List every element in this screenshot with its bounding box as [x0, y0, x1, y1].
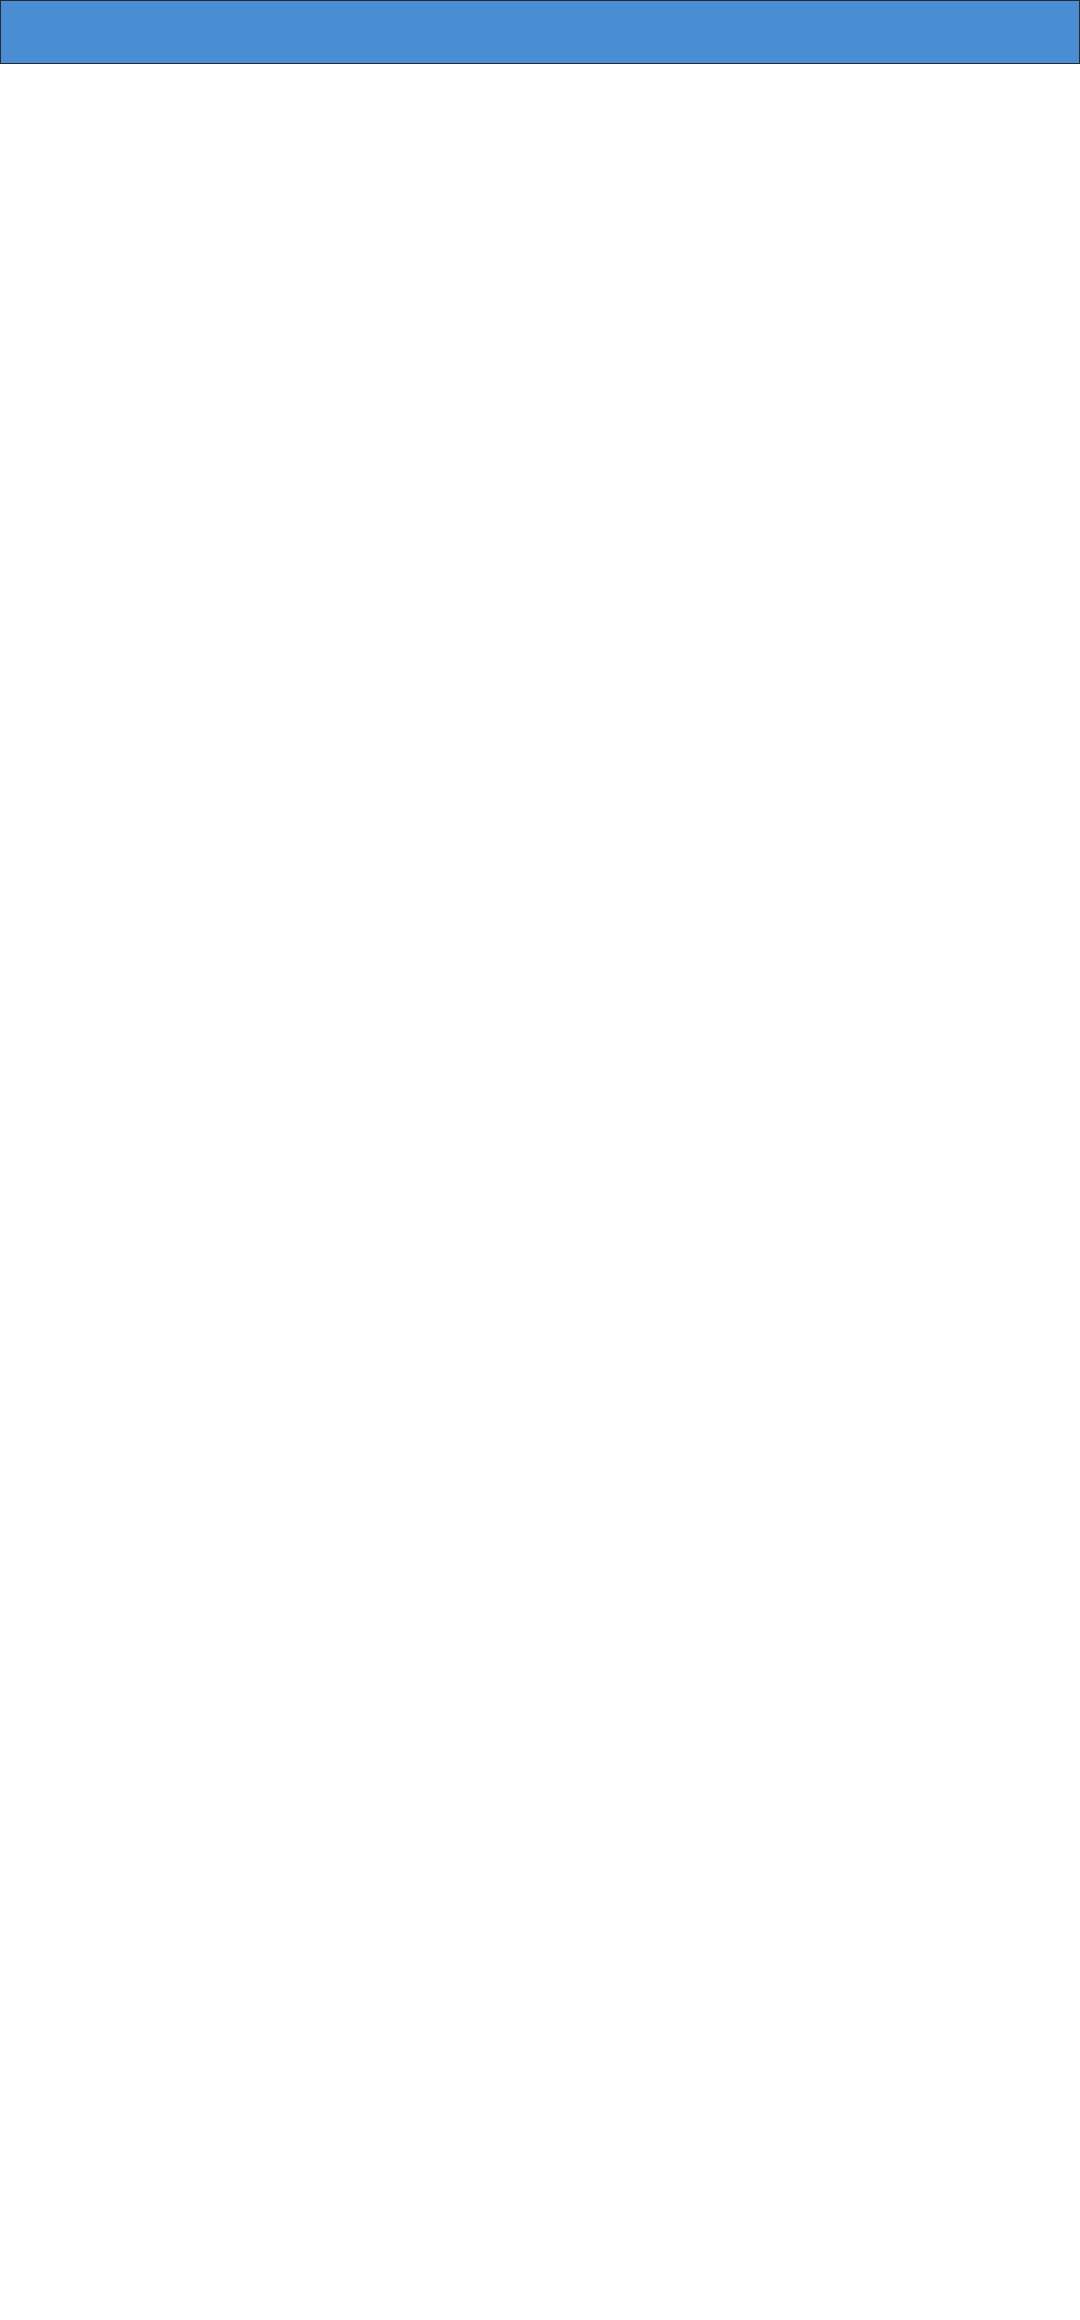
table-title	[0, 0, 1080, 64]
